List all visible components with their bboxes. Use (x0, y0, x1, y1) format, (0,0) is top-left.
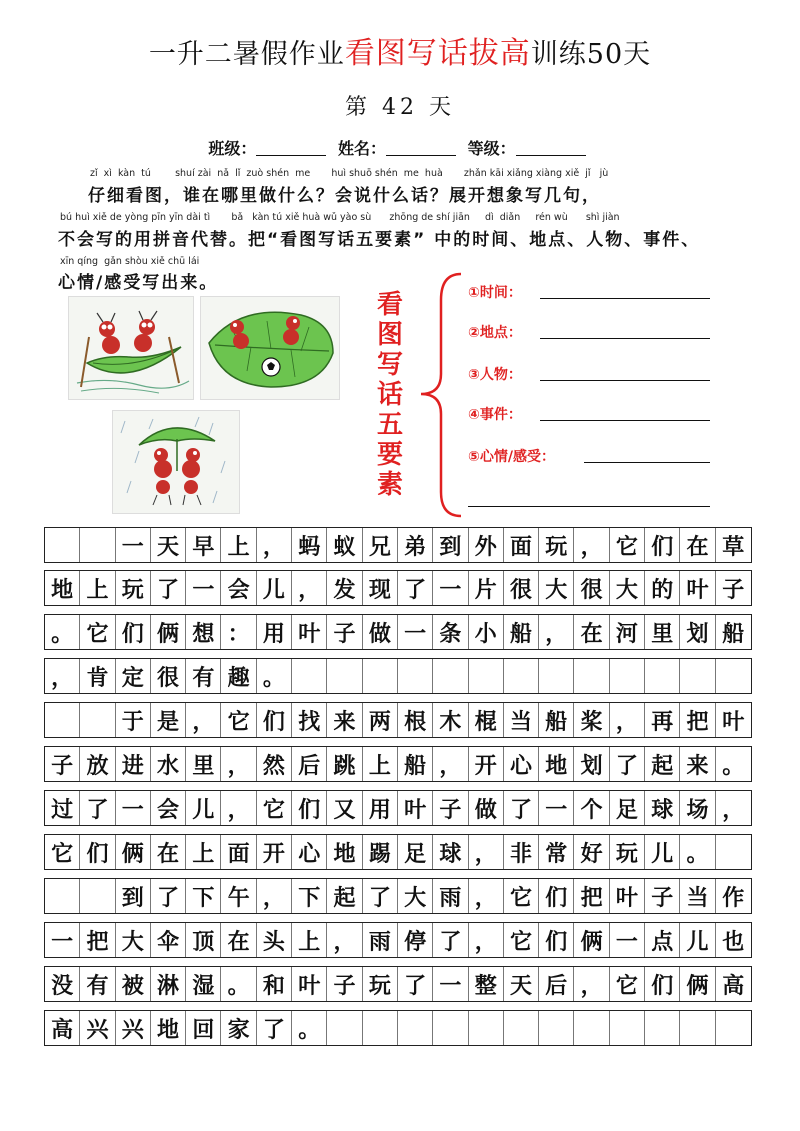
grid-cell[interactable] (539, 1011, 574, 1045)
grid-cell[interactable]: 场 (680, 791, 715, 825)
grid-cell[interactable]: 子 (645, 879, 680, 913)
grid-cell[interactable]: 会 (151, 791, 186, 825)
grid-cell[interactable]: 一 (433, 967, 468, 1001)
grid-cell[interactable]: 头 (257, 923, 292, 957)
grid-cell[interactable] (504, 1011, 539, 1045)
grid-cell[interactable]: 子 (45, 747, 80, 781)
grid-cell[interactable]: 心 (292, 835, 327, 869)
grid-cell[interactable]: ， (574, 967, 609, 1001)
grid-cell[interactable]: 点 (645, 923, 680, 957)
grid-cell[interactable]: 到 (116, 879, 151, 913)
grid-cell[interactable]: 了 (504, 791, 539, 825)
name-blank[interactable] (386, 141, 456, 156)
grid-cell[interactable]: ， (539, 615, 574, 649)
grid-cell[interactable] (45, 879, 80, 913)
element-characters-label: ③人物： (468, 367, 522, 383)
grid-cell[interactable] (716, 835, 751, 869)
grid-cell[interactable]: 儿 (645, 835, 680, 869)
instruction-line-1: 仔细看图，谁在哪里做什么？会说什么话？展开想象写几句， (88, 186, 601, 206)
grid-cell[interactable]: 了 (433, 923, 468, 957)
grid-cell[interactable]: 它 (45, 835, 80, 869)
grid-cell[interactable]: ， (186, 703, 221, 737)
grid-cell[interactable]: 被 (116, 967, 151, 1001)
grid-cell[interactable]: 船 (398, 747, 433, 781)
grid-cell[interactable]: 高 (722, 972, 745, 999)
grid-cell[interactable]: 。 (680, 835, 715, 869)
grid-cell[interactable]: 玩 (363, 967, 398, 1001)
grid-cell[interactable] (469, 659, 504, 693)
grid-row (44, 966, 752, 1002)
grid-cell[interactable]: 面 (504, 528, 539, 562)
instruction-line-2: 不会写的用拼音代替。把“看图写话五要素” 中的时间、地点、人物、事件、 (58, 230, 701, 250)
grid-cell[interactable]: 子 (327, 967, 362, 1001)
grid-cell[interactable]: 过 (45, 791, 80, 825)
name-label: 姓名： (337, 139, 386, 158)
grid-cell[interactable]: 地 (539, 747, 574, 781)
grid-cell[interactable]: 棍 (469, 703, 504, 737)
element-event-blank[interactable] (540, 420, 710, 421)
grid-cell[interactable]: ， (257, 528, 292, 562)
grid-cell[interactable]: 定 (116, 659, 151, 693)
grid-cell[interactable]: ， (469, 923, 504, 957)
grid-cell[interactable]: 午 (221, 879, 256, 913)
grid-cell[interactable]: 两 (363, 703, 398, 737)
grid-cell[interactable]: 足 (610, 791, 645, 825)
grid-cell[interactable]: ， (469, 879, 504, 913)
grid-cell[interactable]: 到 (433, 528, 468, 562)
grid-cell[interactable]: 大 (539, 571, 574, 605)
grid-cell[interactable]: 俩 (680, 967, 715, 1001)
grid-row (44, 527, 752, 563)
grid-cell[interactable]: 高 (45, 1011, 80, 1045)
grid-cell[interactable]: 又 (327, 791, 362, 825)
grid-cell[interactable]: 上 (292, 923, 327, 957)
grid-cell[interactable]: 了 (363, 879, 398, 913)
worksheet-title (0, 28, 800, 72)
grid-cell[interactable]: ， (221, 747, 256, 781)
title-prefix: 一升二暑假作业 (148, 39, 345, 70)
grid-cell[interactable]: 子 (327, 615, 362, 649)
five-title-char: 五 (376, 410, 403, 440)
grid-cell[interactable]: 有 (80, 967, 115, 1001)
grid-cell[interactable]: ： (221, 615, 256, 649)
grid-cell[interactable]: 起 (645, 747, 680, 781)
grid-cell[interactable]: ， (221, 791, 256, 825)
grid-cell[interactable]: 一 (186, 571, 221, 605)
grid-cell[interactable]: 顶 (186, 923, 221, 957)
grid-cell[interactable]: 大 (610, 571, 645, 605)
grid-cell[interactable]: 儿 (680, 923, 715, 957)
grid-cell[interactable]: 球 (645, 791, 680, 825)
grid-cell[interactable]: 它 (610, 528, 645, 562)
grid-cell[interactable]: 了 (151, 571, 186, 605)
instruction-pinyin-3: xīn qíng gǎn shòu xiě chū lái (60, 256, 200, 267)
instruction-line-3: 心情/感受写出来。 (58, 273, 219, 293)
title-highlight: 看图写话拔高 (344, 36, 531, 71)
grid-cell[interactable]: 蚂 (292, 528, 327, 562)
grid-cell[interactable]: 条 (433, 615, 468, 649)
grid-cell[interactable]: 们 (257, 703, 292, 737)
grid-cell[interactable]: 雨 (363, 923, 398, 957)
grid-cell[interactable]: 在 (221, 923, 256, 957)
grid-cell[interactable]: 天 (504, 967, 539, 1001)
grid-cell[interactable]: 地 (327, 835, 362, 869)
grid-cell[interactable]: 叶 (610, 879, 645, 913)
grid-cell[interactable]: 淋 (151, 967, 186, 1001)
grid-cell[interactable]: 小 (469, 615, 504, 649)
grid-cell[interactable]: 也 (722, 928, 745, 955)
grid-cell[interactable]: 玩 (116, 571, 151, 605)
grid-cell[interactable]: 大 (116, 923, 151, 957)
grid-cell[interactable]: 子 (433, 791, 468, 825)
grid-cell[interactable]: 划 (680, 615, 715, 649)
grid-cell[interactable]: ， (722, 796, 745, 823)
grid-cell[interactable]: ， (574, 528, 609, 562)
grid-cell[interactable]: 湿 (186, 967, 221, 1001)
grid-cell[interactable]: 做 (469, 791, 504, 825)
grid-cell[interactable] (574, 659, 609, 693)
grid-cell[interactable] (398, 659, 433, 693)
grid-cell[interactable]: 再 (645, 703, 680, 737)
element-characters-blank[interactable] (540, 380, 710, 381)
grid-cell[interactable]: 开 (257, 835, 292, 869)
grid-cell[interactable]: 回 (186, 1011, 221, 1045)
grid-cell[interactable] (716, 1011, 751, 1045)
grid-cell[interactable]: 放 (80, 747, 115, 781)
grid-cell[interactable] (645, 1011, 680, 1045)
title-suffix: 训练50天 (530, 39, 652, 70)
element-place (468, 322, 522, 342)
grid-cell[interactable]: 进 (116, 747, 151, 781)
grid-row (44, 790, 752, 826)
grid-cell[interactable]: 后 (292, 747, 327, 781)
grid-cell[interactable]: 当 (680, 879, 715, 913)
element-place-label: ②地点： (468, 325, 522, 341)
grid-cell[interactable]: 一 (433, 571, 468, 605)
grid-cell[interactable]: 于 (116, 703, 151, 737)
grid-cell[interactable]: ， (45, 659, 80, 693)
grid-cell[interactable]: 它 (504, 879, 539, 913)
grid-cell[interactable]: 个 (574, 791, 609, 825)
grid-cell[interactable]: 开 (469, 747, 504, 781)
grid-cell[interactable]: 了 (398, 571, 433, 605)
grid-cell[interactable]: 兴 (116, 1011, 151, 1045)
grid-cell[interactable]: 俩 (574, 923, 609, 957)
grid-cell[interactable]: 足 (398, 835, 433, 869)
grid-cell[interactable]: 发 (327, 571, 362, 605)
grid-cell[interactable]: 一 (116, 791, 151, 825)
grid-cell[interactable]: 叶 (680, 571, 715, 605)
grid-cell[interactable]: 。 (221, 967, 256, 1001)
grade-blank[interactable] (516, 141, 586, 156)
grid-cell[interactable]: 一 (610, 923, 645, 957)
grid-cell[interactable]: 有 (186, 659, 221, 693)
instruction-pinyin-1: zǐ xì kàn tú shuí zài nǎ lǐ zuò shén me huì shuō shén me huà zhǎn kāi xiǎng xiàng xiě jǐ jù (90, 168, 609, 179)
grid-cell[interactable]: 兴 (80, 1011, 115, 1045)
grid-cell[interactable]: ， (292, 571, 327, 605)
grid-cell[interactable]: 当 (504, 703, 539, 737)
grid-cell[interactable]: 的 (645, 571, 680, 605)
grid-cell[interactable]: 船 (722, 620, 745, 647)
grid-row (44, 658, 752, 694)
grid-cell[interactable]: 用 (363, 791, 398, 825)
grid-cell[interactable]: 家 (221, 1011, 256, 1045)
element-extra-blank[interactable] (468, 506, 710, 507)
grid-cell[interactable]: 。 (257, 659, 292, 693)
grid-row (44, 570, 752, 606)
ants-under-leaf-umbrella-picture (112, 410, 240, 514)
grid-cell[interactable]: 停 (398, 923, 433, 957)
grid-cell[interactable]: 兄 (363, 528, 398, 562)
grid-cell[interactable]: 伞 (151, 923, 186, 957)
grid-cell[interactable]: 它 (257, 791, 292, 825)
grid-cell[interactable]: 弟 (398, 528, 433, 562)
grid-cell[interactable]: 蚁 (327, 528, 362, 562)
grid-cell[interactable]: 片 (469, 571, 504, 605)
grid-cell[interactable]: 和 (257, 967, 292, 1001)
grid-cell[interactable]: 很 (151, 659, 186, 693)
grid-cell[interactable]: 面 (221, 835, 256, 869)
element-feeling-label: ⑤心情/感受： (468, 449, 555, 465)
five-title-char: 话 (376, 380, 403, 410)
grid-cell[interactable]: 玩 (610, 835, 645, 869)
grid-cell[interactable]: 踢 (363, 835, 398, 869)
grid-cell[interactable]: 俩 (151, 615, 186, 649)
ants-rowing-leaf-boat-picture (68, 296, 194, 400)
grid-cell[interactable]: 大 (398, 879, 433, 913)
element-place-blank[interactable] (540, 338, 710, 339)
grid-cell[interactable]: 起 (327, 879, 362, 913)
grid-cell[interactable]: 上 (221, 528, 256, 562)
grid-cell[interactable]: 跳 (327, 747, 362, 781)
element-time (468, 282, 522, 302)
grid-cell[interactable]: 。 (722, 752, 745, 779)
grid-cell[interactable]: 在 (680, 528, 715, 562)
grid-cell[interactable]: 后 (539, 967, 574, 1001)
grid-cell[interactable] (327, 659, 362, 693)
element-time-blank[interactable] (540, 298, 710, 299)
grid-cell[interactable] (45, 528, 80, 562)
grid-cell[interactable]: 们 (292, 791, 327, 825)
grid-cell[interactable]: 外 (469, 528, 504, 562)
grid-cell[interactable]: 叶 (398, 791, 433, 825)
grid-cell[interactable]: 一 (45, 923, 80, 957)
grid-cell[interactable]: 玩 (539, 528, 574, 562)
grid-cell[interactable] (433, 1011, 468, 1045)
grid-cell[interactable] (716, 659, 751, 693)
grid-cell[interactable]: 早 (186, 528, 221, 562)
grid-cell[interactable]: 非 (504, 835, 539, 869)
grid-cell[interactable]: 根 (398, 703, 433, 737)
grid-cell[interactable]: 们 (539, 879, 574, 913)
grid-cell[interactable] (45, 703, 80, 737)
grid-cell[interactable] (327, 1011, 362, 1045)
grid-cell[interactable]: 很 (504, 571, 539, 605)
grid-cell[interactable]: ， (257, 879, 292, 913)
grid-cell[interactable]: 它 (610, 967, 645, 1001)
grid-cell[interactable]: 它 (504, 923, 539, 957)
grid-cell[interactable]: 做 (363, 615, 398, 649)
five-title-char: 看 (376, 290, 403, 320)
grid-cell[interactable]: 里 (645, 615, 680, 649)
five-title-char: 要 (376, 440, 403, 470)
grid-cell[interactable] (80, 879, 115, 913)
instruction-pinyin-2: bú huì xiě de yòng pīn yīn dài tì bǎ kàn tú xiě huà wǔ yào sù zhōng de shí jiān dì diǎn rén wù shì jiàn (60, 212, 620, 223)
grid-cell[interactable]: 把 (680, 703, 715, 737)
grid-cell[interactable] (363, 659, 398, 693)
grid-cell[interactable]: 叶 (722, 708, 745, 735)
grid-cell[interactable] (645, 659, 680, 693)
grade-label: 等级： (467, 139, 516, 158)
grid-cell[interactable]: 常 (539, 835, 574, 869)
grid-cell[interactable] (469, 1011, 504, 1045)
grid-cell[interactable] (610, 659, 645, 693)
grid-cell[interactable]: 来 (680, 747, 715, 781)
grid-cell[interactable]: 整 (469, 967, 504, 1001)
grid-cell[interactable] (398, 1011, 433, 1045)
grid-cell[interactable]: 叶 (292, 967, 327, 1001)
grid-cell[interactable]: 上 (363, 747, 398, 781)
curly-brace-icon (405, 270, 465, 520)
grid-cell[interactable]: 雨 (433, 879, 468, 913)
grid-cell[interactable]: 心 (504, 747, 539, 781)
grid-cell[interactable]: 了 (398, 967, 433, 1001)
grid-cell[interactable]: 下 (292, 879, 327, 913)
grid-cell[interactable] (80, 528, 115, 562)
grid-cell[interactable]: 下 (186, 879, 221, 913)
grid-row (44, 834, 752, 870)
grid-cell[interactable]: 了 (257, 1011, 292, 1045)
grid-cell[interactable]: 草 (722, 533, 745, 560)
element-feeling (468, 446, 555, 466)
grid-cell[interactable]: 了 (151, 879, 186, 913)
grid-cell[interactable]: 儿 (257, 571, 292, 605)
grid-row (44, 746, 752, 782)
grid-row (44, 1010, 752, 1046)
grid-row (44, 922, 752, 958)
grid-cell[interactable] (80, 703, 115, 737)
grid-cell[interactable]: 找 (292, 703, 327, 737)
five-elements-title (370, 290, 410, 500)
grid-cell[interactable]: 船 (539, 703, 574, 737)
grid-row (44, 702, 752, 738)
grid-cell[interactable] (539, 659, 574, 693)
grid-cell[interactable]: 把 (574, 879, 609, 913)
grid-cell[interactable]: 球 (433, 835, 468, 869)
grid-cell[interactable]: 地 (45, 571, 80, 605)
grid-cell[interactable]: 然 (257, 747, 292, 781)
grid-cell[interactable] (680, 659, 715, 693)
grid-cell[interactable]: 现 (363, 571, 398, 605)
grid-row (44, 878, 752, 914)
grid-cell[interactable]: 是 (151, 703, 186, 737)
grid-cell[interactable]: 们 (645, 967, 680, 1001)
grid-cell[interactable]: 船 (504, 615, 539, 649)
grid-cell[interactable]: 作 (722, 884, 745, 911)
class-blank[interactable] (256, 141, 326, 156)
element-feeling-blank[interactable] (584, 462, 710, 463)
grid-cell[interactable]: 很 (574, 571, 609, 605)
ants-playing-football-picture (200, 296, 340, 400)
grid-cell[interactable]: 天 (151, 528, 186, 562)
day-number: 第 42 天 (345, 95, 455, 120)
grid-cell[interactable] (363, 1011, 398, 1045)
grid-cell[interactable]: 划 (574, 747, 609, 781)
grid-cell[interactable]: 水 (151, 747, 186, 781)
five-title-char: 写 (376, 350, 403, 380)
grid-cell[interactable]: ， (610, 703, 645, 737)
grid-cell[interactable]: 用 (257, 615, 292, 649)
grid-cell[interactable]: 河 (610, 615, 645, 649)
grid-cell[interactable]: 们 (539, 923, 574, 957)
grid-cell[interactable]: 在 (151, 835, 186, 869)
grid-cell[interactable] (504, 659, 539, 693)
grid-cell[interactable]: 肯 (80, 659, 115, 693)
grid-cell[interactable]: 上 (186, 835, 221, 869)
grid-cell[interactable]: 俩 (116, 835, 151, 869)
five-title-char: 素 (376, 470, 403, 500)
grid-cell[interactable] (292, 659, 327, 693)
grid-cell[interactable]: 没 (45, 967, 80, 1001)
grid-cell[interactable] (610, 1011, 645, 1045)
grid-cell[interactable]: 一 (116, 528, 151, 562)
grid-cell[interactable]: 子 (722, 576, 745, 603)
grid-cell[interactable]: 了 (80, 791, 115, 825)
grid-cell[interactable]: 在 (574, 615, 609, 649)
grid-cell[interactable]: 想 (186, 615, 221, 649)
grid-cell[interactable]: 。 (292, 1011, 327, 1045)
grid-cell[interactable]: 桨 (574, 703, 609, 737)
grid-cell[interactable]: 。 (45, 615, 80, 649)
grid-cell[interactable]: 把 (80, 923, 115, 957)
grid-cell[interactable]: 叶 (292, 615, 327, 649)
grid-cell[interactable]: 一 (398, 615, 433, 649)
element-event (468, 404, 522, 424)
grid-cell[interactable]: 一 (539, 791, 574, 825)
grid-cell[interactable] (680, 1011, 715, 1045)
grid-cell[interactable]: 会 (221, 571, 256, 605)
element-characters (468, 364, 522, 384)
grid-cell[interactable]: 们 (116, 615, 151, 649)
grid-cell[interactable]: 它 (221, 703, 256, 737)
five-title-char: 图 (376, 320, 403, 350)
grid-cell[interactable]: ， (469, 835, 504, 869)
grid-cell[interactable] (433, 659, 468, 693)
grid-cell[interactable]: ， (327, 923, 362, 957)
grid-cell[interactable]: 地 (151, 1011, 186, 1045)
grid-cell[interactable]: 趣 (221, 659, 256, 693)
class-label: 班级： (208, 139, 257, 158)
grid-cell[interactable]: 儿 (186, 791, 221, 825)
grid-cell[interactable]: 上 (80, 571, 115, 605)
grid-cell[interactable]: 来 (327, 703, 362, 737)
grid-cell[interactable]: 们 (80, 835, 115, 869)
grid-cell[interactable]: 里 (186, 747, 221, 781)
grid-cell[interactable]: 木 (433, 703, 468, 737)
student-info-row (0, 136, 800, 159)
grid-cell[interactable] (574, 1011, 609, 1045)
grid-cell[interactable]: 了 (610, 747, 645, 781)
element-event-label: ④事件： (468, 407, 522, 423)
grid-cell[interactable]: ， (433, 747, 468, 781)
element-time-label: ①时间： (468, 285, 522, 301)
grid-cell[interactable]: 们 (645, 528, 680, 562)
grid-cell[interactable]: 好 (574, 835, 609, 869)
grid-cell[interactable]: 它 (80, 615, 115, 649)
grid-row (44, 614, 752, 650)
